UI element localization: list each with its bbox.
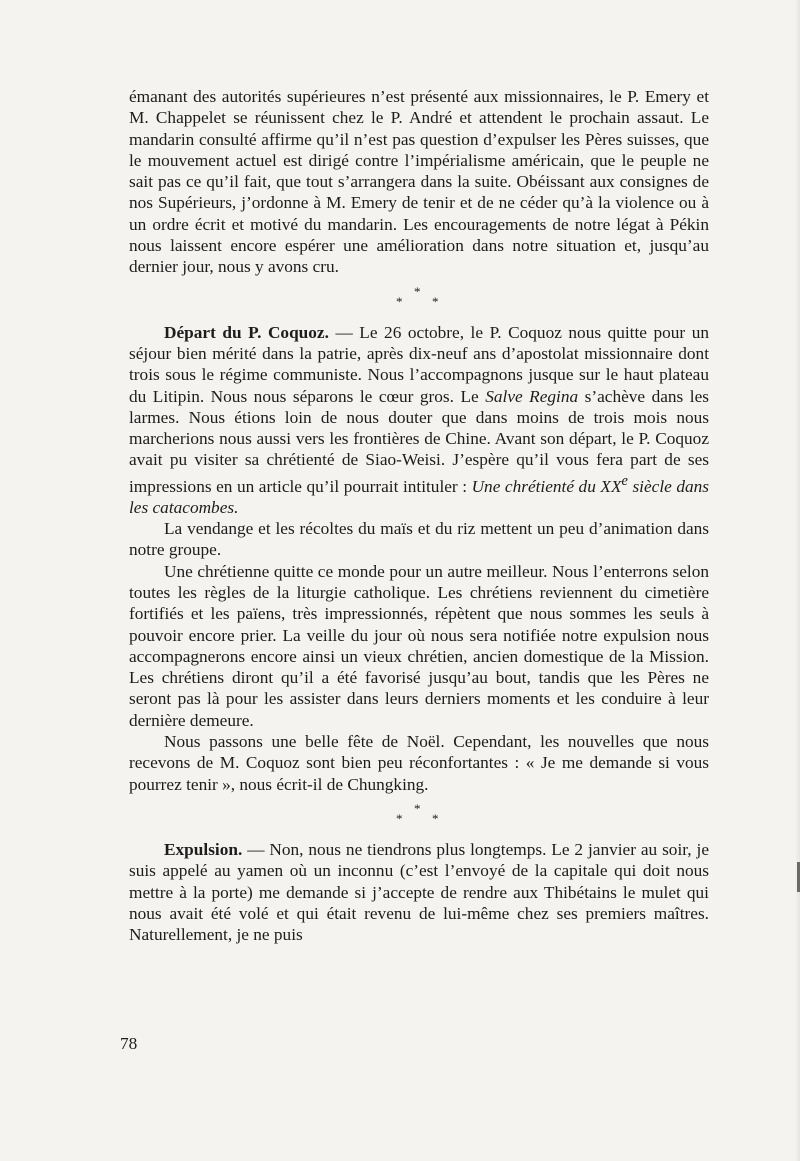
section-separator xyxy=(129,795,709,839)
paragraph-chretienne: Une chrétienne quitte ce monde pour un autre meilleur. Nous l’enterrons selon toutes les règles de la liturgie catholique. Les chrétiens reviennent du cimetière fortifiés et les païens, très impressionnés, répètent que nous sommes les seuls à pouvoir encore prier. La veille du jour où nous sera notifiée notre expulsion nous accompagnerons encore ainsi un vieux chrétien, ancien domestique de la Mission. Les chrétiens diront qu’il a été favorisé jusqu’au bout, tandis que les Pères ne seront pas là pour les assister dans leurs derniers moments et les conduire à leur dernière demeure. xyxy=(129,561,709,730)
section-heading-depart: Départ du P. Coquoz. xyxy=(164,322,329,342)
section-heading-expulsion: Expulsion. xyxy=(164,839,243,859)
separator-star: * xyxy=(432,810,439,826)
article-title-superscript: e xyxy=(621,472,628,489)
separator-star: * xyxy=(396,293,403,309)
article-title-part: siècle dans les catacombes. xyxy=(129,476,709,517)
paragraph-depart xyxy=(129,322,709,518)
separator-star: * xyxy=(414,283,421,299)
page-edge-shadow xyxy=(795,0,800,1161)
paragraph-expulsion xyxy=(129,839,709,945)
italic-salve-regina: Salve Regina xyxy=(485,386,579,406)
paragraph-vendange: La vendange et les récoltes du maïs et du riz mettent un peu d’animation dans notre groupe. xyxy=(129,519,709,560)
separator-star: * xyxy=(414,800,421,816)
separator-star: * xyxy=(396,810,403,826)
text-run: — Le 26 octobre, le P. Coquoz nous quitte pour un séjour bien mérité dans la patrie, après dix-neuf ans d’apostolat missionnaire dont trois sous le régime communiste. Nous l’accompagnons jusque sur le haut plateau du Litipin. Nous nous séparons le cœur gros. Le xyxy=(129,322,709,406)
text-run: — Non, nous ne tiendrons plus longtemps. Le 2 janvier au soir, je suis appelé au yamen où un inconnu (c’est l’envoyé de la capitale qui doit nous mettre à la porte) me demande si j’accepte de rendre aux Thibétains le mulet qui nous avait été volé et qui était revenu de lui-même chez ses premiers maîtres. Naturellement, je ne puis xyxy=(129,839,709,945)
page-number: 78 xyxy=(120,1034,138,1053)
paragraph-opening: émanant des autorités supérieures n’est présenté aux missionnaires, le P. Emery et M. Chappelet se réunissent chez le P. André et attendent le prochain assaut. Le mandarin consulté affirme qu’il n’est pas question d’expulser les Pères suisses, que le mouvement actuel est dirigé contre l’impérialisme américain, que le peuple ne sait pas ce qu’il fait, que tout s’arrangera dans la suite. Obéissant aux consignes de nos Supérieurs, j’ordonne à M. Emery de tenir et de ne céder qu’à la violence ou à un ordre écrit et motivé du mandarin. Les encouragements de notre légat à Pékin nous laissent encore espérer une amélioration dans notre situation et, jusqu’au dernier jour, nous y avons cru. xyxy=(129,87,709,277)
article-title-part: Une chrétienté du XX xyxy=(471,476,622,496)
page-body xyxy=(129,86,709,945)
section-separator xyxy=(129,278,709,322)
paragraph-noel: Nous passons une belle fête de Noël. Cependant, les nouvelles que nous recevons de M. Coquoz sont bien peu réconfortantes : « Je me demande si vous pourrez tenir », nous écrit-il de Chungking. xyxy=(129,732,709,794)
separator-star: * xyxy=(432,293,439,309)
text-run: s’achève dans les larmes. Nous étions loin de nous douter que dans moins de trois mois nous marcherions nous aussi vers les frontières de Chine. Avant son départ, le P. Coquoz avait pu visiter sa chrétienté de Siao-Weisi. J’espère qu’il vous fera part de ses impressions en un article qu’il pourrait intituler : xyxy=(129,386,709,496)
